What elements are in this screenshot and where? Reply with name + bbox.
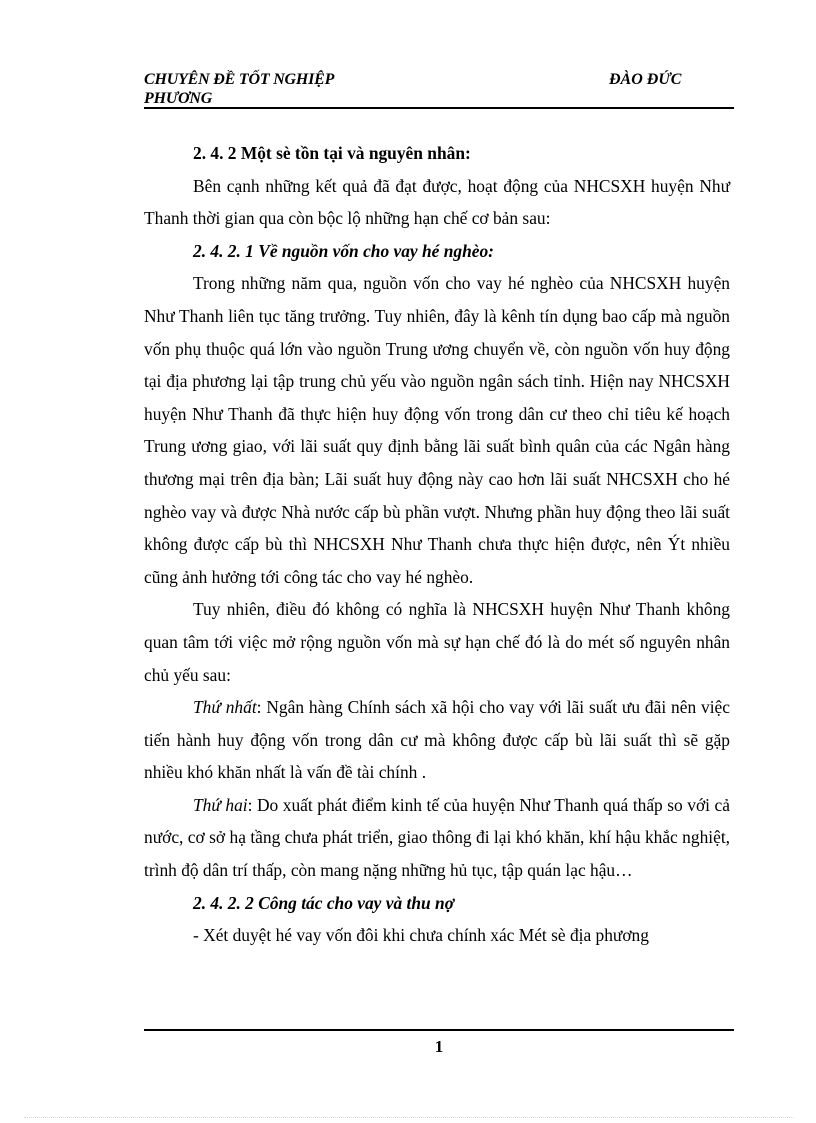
reason-2-paragraph <box>144 789 730 887</box>
page-header <box>144 70 734 108</box>
subsection-2-heading: 2. 4. 2. 2 Công tác cho vay và thu nợ <box>193 892 455 913</box>
subsection-1-heading: 2. 4. 2. 1 Về nguồn vốn cho vay hé nghèo: <box>193 240 494 261</box>
header-divider <box>144 107 734 109</box>
header-title-line1: CHUYÊN ĐỀ TỐT NGHIỆP <box>144 71 335 88</box>
footer-divider <box>144 1029 734 1031</box>
subsection-2-bullet-1: - Xét duyệt hé vay vốn đôi khi chưa chính xác Mét sè địa phương <box>193 925 649 946</box>
reason-1-paragraph <box>144 691 730 789</box>
header-title-line2: PHƯƠNG <box>144 90 213 107</box>
header-author: ĐÀO ĐỨC <box>609 71 682 88</box>
reason-2-lead: Thứ hai <box>193 794 248 815</box>
subsection-1-paragraph-1: Trong những năm qua, nguồn vốn cho vay hé nghèo của NHCSXH huyện Như Thanh liên tục tăng trưởng. Tuy nhiên, đây là kênh tín dụng bao cấp mà nguồn vốn phụ thuộc quá lớn vào nguồn Trung ương chuyển về, còn nguồn vốn huy động tại địa phương lại tập trung chủ yếu vào nguồn ngân sách tỉnh. Hiện nay NHCSXH huyện Như Thanh đã thực hiện huy động vốn trong dân cư theo chỉ tiêu kế hoạch Trung ương giao, với lãi suất quy định bằng lãi suất bình quân của các Ngân hàng thương mại trên địa bàn; Lãi suất huy động này cao hơn lãi suất NHCSXH cho hé nghèo vay và được Nhà nước cấp bù phần vượt. Nhưng phần huy động theo lãi suất không được cấp bù thì NHCSXH Như Thanh chưa thực hiện được, nên Ýt nhiều cũng ảnh hưởng tới công tác cho vay hé nghèo. <box>144 273 730 587</box>
section-heading: 2. 4. 2 Một sè tồn tại và nguyên nhân: <box>193 143 471 163</box>
reason-1-lead: Thứ nhất <box>193 697 257 718</box>
intro-paragraph: Bên cạnh những kết quả đã đạt được, hoạt động của NHCSXH huyện Như Thanh thời gian qua còn bộc lộ những hạn chế cơ bản sau: <box>144 175 730 229</box>
page-bottom-border <box>24 1117 794 1118</box>
header-title <box>144 70 404 108</box>
page-number: 1 <box>434 1037 444 1056</box>
reason-1-text: : Ngân hàng Chính sách xã hội cho vay với lãi suất ưu đãi nên việc tiến hành huy động vốn trong dân cư mà không được cấp bù lãi suất thì sẽ gặp nhiều khó khăn nhất là vấn đề tài chính . <box>144 697 730 783</box>
reason-2-text: : Do xuất phát điểm kinh tế của huyện Như Thanh quá thấp so với cả nước, cơ sở hạ tầng chưa phát triển, giao thông đi lại khó khăn, khí hậu khắc nghiệt, trình độ dân trí thấp, còn mang nặng những hủ tục, tập quán lạc hậu… <box>144 794 730 881</box>
body-content <box>144 137 730 952</box>
subsection-1-paragraph-2: Tuy nhiên, điều đó không có nghĩa là NHCSXH huyện Như Thanh không quan tâm tới việc mở rộng nguồn vốn mà sự hạn chế đó là do mét số nguyên nhân chủ yếu sau: <box>144 599 730 685</box>
